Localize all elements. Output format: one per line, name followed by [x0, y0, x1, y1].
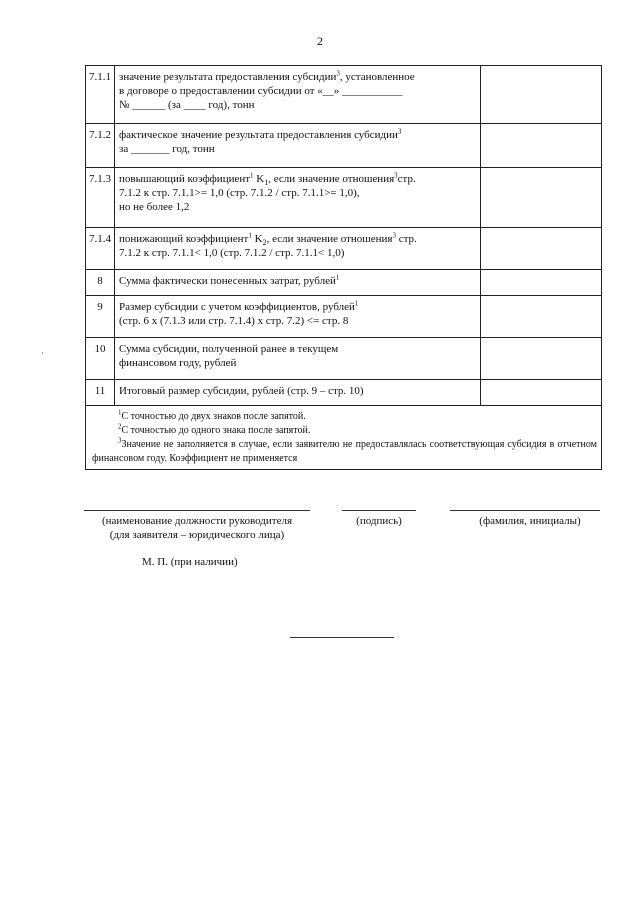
- position-signature-line: [84, 510, 310, 511]
- stamp-place: М. П. (при наличии): [142, 556, 238, 568]
- table-row-11: [86, 380, 602, 406]
- row-description: Итоговый размер субсидии, рублей (стр. 9 – стр. 10): [115, 380, 481, 406]
- row-value-cell[interactable]: [481, 124, 602, 168]
- table-footnotes-row: [86, 406, 602, 470]
- row-number: 7.1.2: [86, 124, 115, 168]
- table-row-10: [86, 338, 602, 380]
- row-value-cell[interactable]: [481, 338, 602, 380]
- row-description: Сумма фактически понесенных затрат, рублей$^1$: [115, 270, 481, 296]
- footnote-1: $^1$С точностью до двух знаков после запятой.: [118, 408, 306, 422]
- row-description: значение результата предоставления субсидии$^3$, установленное в договоре о предоставлении субсидии от «__» ___________ № ______ (за ____ год), тонн: [115, 66, 481, 124]
- row-number: 11: [86, 380, 115, 406]
- table-row-7-1-1: [86, 66, 602, 124]
- row-number: 7.1.3: [86, 168, 115, 228]
- row-description: понижающий коэффициент$^1$ $K_2$, если значение отношения$^3$ стр. 7.1.2 к стр. 7.1.1< 1,0 (стр. 7.1.2 / стр. 7.1.1< 1,0): [115, 228, 481, 270]
- row-number: 10: [86, 338, 115, 380]
- row-number: 7.1.4: [86, 228, 115, 270]
- subsidy-calculation-table: [85, 65, 602, 470]
- row-number: 7.1.1: [86, 66, 115, 124]
- name-caption: (фамилия, инициалы): [479, 515, 581, 527]
- scan-mark: [42, 352, 43, 354]
- footnote-2: $^2$С точностью до одного знака после запятой.: [118, 422, 311, 436]
- table-row-7-1-2: [86, 124, 602, 168]
- row-value-cell[interactable]: [481, 168, 602, 228]
- document-end-line: [290, 637, 394, 638]
- row-description: повышающий коэффициент$^1$ $K_1$, если значение отношения$^3$стр. 7.1.2 к стр. 7.1.1>= 1,0 (стр. 7.1.2 / стр. 7.1.1>= 1,0), но не более 1,2: [115, 168, 481, 228]
- row-value-cell[interactable]: [481, 66, 602, 124]
- table-row-7-1-4: [86, 228, 602, 270]
- row-value-cell[interactable]: [481, 380, 602, 406]
- signature-caption: (подпись): [356, 515, 402, 527]
- table-row-9: [86, 296, 602, 338]
- row-value-cell[interactable]: [481, 228, 602, 270]
- footnote-3: $^3$Значение не заполняется в случае, если заявителю не предоставлялась соответствующая субсидия в отчетном финансовом году. Коэффициент не применяется: [92, 436, 597, 464]
- name-signature-line: [450, 510, 600, 511]
- signature-line: [342, 510, 416, 511]
- table-row-8: [86, 270, 602, 296]
- row-number: 9: [86, 296, 115, 338]
- row-description: Сумма субсидии, полученной ранее в текущем финансовом году, рублей: [115, 338, 481, 380]
- footnotes: [86, 406, 602, 470]
- page-number: 2: [317, 34, 323, 48]
- table-row-7-1-3: [86, 168, 602, 228]
- row-description: Размер субсидии с учетом коэффициентов, рублей$^1$ (стр. 6 х (7.1.3 или стр. 7.1.4) х стр. 7.2) <= стр. 8: [115, 296, 481, 338]
- position-caption: (наименование должности руководителя (для заявителя – юридического лица): [101, 515, 293, 541]
- row-number: 8: [86, 270, 115, 296]
- row-value-cell[interactable]: [481, 296, 602, 338]
- row-description: фактическое значение результата предоставления субсидии$^3$ за _______ год, тонн: [115, 124, 481, 168]
- row-value-cell[interactable]: [481, 270, 602, 296]
